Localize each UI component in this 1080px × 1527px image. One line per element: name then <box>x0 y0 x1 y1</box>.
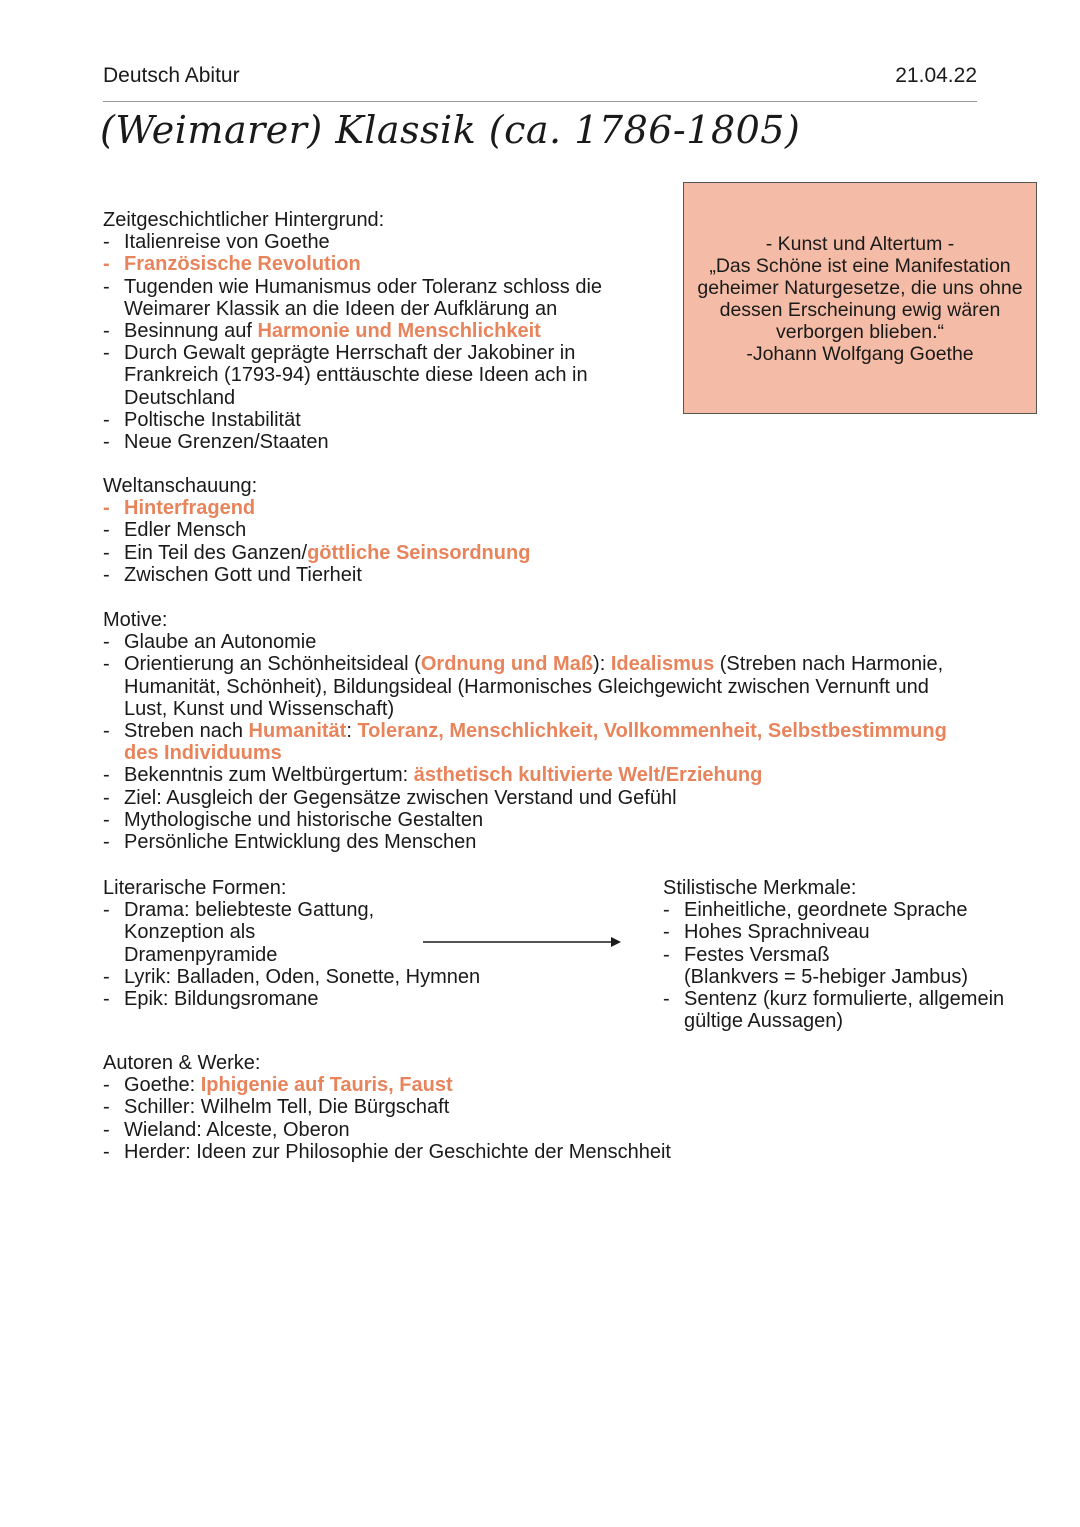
header-divider <box>103 101 977 102</box>
quote-line: - Kunst und Altertum - <box>765 233 955 255</box>
header-subject: Deutsch Abitur <box>103 64 240 87</box>
list-item: - Zwischen Gott und Tierheit <box>103 564 703 586</box>
list-item: - Einheitliche, geordnete Sprache <box>663 899 1053 921</box>
list-item: - Poltische Instabilität <box>103 409 623 431</box>
page-title: (Weimarer) Klassik (ca. 1786-1805) <box>100 108 801 152</box>
section-heading: Literarische Formen: <box>103 877 287 899</box>
list-item: - Besinnung auf Harmonie und Menschlichkeit <box>103 320 623 342</box>
quote-box <box>683 182 1037 414</box>
formen-list <box>103 899 523 1010</box>
list-item: - Herder: Ideen zur Philosophie der Geschichte der Menschheit <box>103 1141 803 1163</box>
list-item: - Neue Grenzen/Staaten <box>103 431 623 453</box>
section-hintergrund <box>103 209 623 453</box>
quote-line: dessen Erscheinung ewig wären <box>719 299 1001 321</box>
motive-list <box>103 631 1003 853</box>
list-item: - Ein Teil des Ganzen/göttliche Seinsordnung <box>103 542 703 564</box>
list-item: - Schiller: Wilhelm Tell, Die Bürgschaft <box>103 1096 803 1118</box>
list-item: - Lyrik: Balladen, Oden, Sonette, Hymnen <box>103 966 523 988</box>
quote-line: verborgen blieben.“ <box>775 321 945 343</box>
list-item: - Persönliche Entwicklung des Menschen <box>103 831 1003 853</box>
quote-line: geheimer Naturgesetze, die uns ohne <box>697 277 1023 299</box>
stil-list <box>663 899 1053 1032</box>
list-item: - Festes Versmaß (Blankvers = 5-hebiger Jambus) <box>663 944 1053 988</box>
list-item: - Hinterfragend <box>103 497 703 519</box>
list-item: - Hohes Sprachniveau <box>663 921 1053 943</box>
list-item: - Durch Gewalt geprägte Herrschaft der Jakobiner in Frankreich (1793-94) enttäuschte diese Ideen ach in Deutschland <box>103 342 623 409</box>
section-heading: Motive: <box>103 609 168 631</box>
section-heading: Stilistische Merkmale: <box>663 877 857 899</box>
header-date: 21.04.22 <box>895 64 977 87</box>
list-item: - Wieland: Alceste, Oberon <box>103 1119 803 1141</box>
section-weltanschauung <box>103 475 703 586</box>
quote-line: „Das Schöne ist eine Manifestation <box>709 255 1011 277</box>
list-item: - Orientierung an Schönheitsideal (Ordnung und Maß): Idealismus (Streben nach Harmonie, Humanität, Schönheit), Bildungsideal (Harmonisches Gleichgewicht zwischen Vernunft und Lust, Kunst und Wissenschaft) <box>103 653 1003 720</box>
list-item: - Tugenden wie Humanismus oder Toleranz schloss die Weimarer Klassik an die Ideen der Aufklärung an <box>103 276 623 320</box>
hintergrund-list <box>103 231 623 453</box>
list-item: - Epik: Bildungsromane <box>103 988 523 1010</box>
list-item: - Italienreise von Goethe <box>103 231 623 253</box>
arrow-right-icon <box>423 935 623 949</box>
section-heading: Weltanschauung: <box>103 475 258 497</box>
section-stil <box>663 877 1053 1032</box>
list-item: - Bekenntnis zum Weltbürgertum: ästhetisch kultivierte Welt/Erziehung <box>103 764 1003 786</box>
list-item: - Edler Mensch <box>103 519 703 541</box>
list-item: - Ziel: Ausgleich der Gegensätze zwischen Verstand und Gefühl <box>103 787 1003 809</box>
section-autoren <box>103 1052 803 1163</box>
section-heading: Autoren & Werke: <box>103 1052 261 1074</box>
list-item: - Französische Revolution <box>103 253 623 275</box>
autoren-list <box>103 1074 803 1163</box>
list-item: - Streben nach Humanität: Toleranz, Menschlichkeit, Vollkommenheit, Selbstbestimmung des Individuums <box>103 720 1003 764</box>
list-item: - Glaube an Autonomie <box>103 631 1003 653</box>
list-item: - Mythologische und historische Gestalten <box>103 809 1003 831</box>
list-item: - Goethe: Iphigenie auf Tauris, Faust <box>103 1074 803 1096</box>
list-item: - Drama: beliebteste Gattung, Konzeption als Dramenpyramide <box>103 899 523 966</box>
section-heading: Zeitgeschichtlicher Hintergrund: <box>103 209 385 231</box>
list-item: - Sentenz (kurz formulierte, allgemein gültige Aussagen) <box>663 988 1053 1032</box>
quote-author: -Johann Wolfgang Goethe <box>746 343 974 365</box>
section-motive <box>103 609 1003 853</box>
weltanschauung-list <box>103 497 703 586</box>
